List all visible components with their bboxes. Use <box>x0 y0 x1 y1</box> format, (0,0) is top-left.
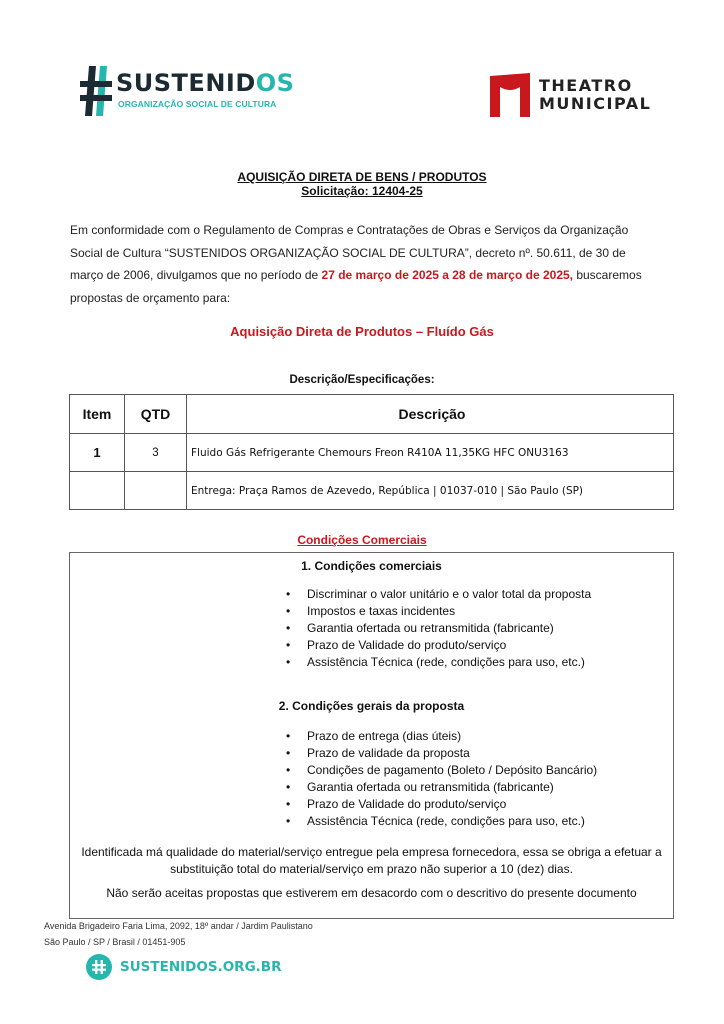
section1-title: 1. Condições comerciais <box>301 559 442 573</box>
cell-desc: Fluido Gás Refrigerante Chemours Freon R410A 11,35KG HFC ONU3163 <box>187 434 674 472</box>
theatro-line1: THEATRO <box>539 76 633 95</box>
table-row <box>70 472 674 510</box>
subject-heading: Aquisição Direta de Produtos – Fluído Gás <box>230 324 494 339</box>
website-url: SUSTENIDOS.ORG.BR <box>120 959 282 975</box>
list-item: • Discriminar o valor unitário e o valor total da proposta <box>282 586 591 603</box>
cell-desc: Entrega: Praça Ramos de Azevedo, República | 01037-010 | São Paulo (SP) <box>187 472 674 510</box>
address-line2: São Paulo / SP / Brasil / 01451-905 <box>44 936 186 947</box>
theatro-municipal-logo <box>490 73 660 119</box>
items-table <box>69 394 674 510</box>
quality-note: Identificada má qualidade do material/serviço entregue pela empresa fornecedora, essa se obriga a efetuar a substituição total do material/serviço em prazo não superior a 10 (dez) dias. <box>81 845 662 876</box>
spec-label: Descrição/Especificações: <box>289 374 435 386</box>
footer-address <box>44 919 313 950</box>
cell-qtd: 3 <box>125 434 187 472</box>
header-qtd: QTD <box>125 395 187 434</box>
section2-title: 2. Condições gerais da proposta <box>278 699 465 713</box>
list-item: • Prazo de Validade do produto/serviço <box>282 796 597 813</box>
sustenidos-tagline: ORGANIZAÇÃO SOCIAL DE CULTURA <box>118 99 277 109</box>
list-item: • Condições de pagamento (Boleto / Depósito Bancário) <box>282 762 597 779</box>
theatro-arch-icon <box>490 73 530 117</box>
table-row <box>70 434 674 472</box>
list-item: • Assistência Técnica (rede, condições para uso, etc.) <box>282 654 591 671</box>
hash-logo-icon <box>80 66 112 116</box>
list-item: • Prazo de Validade do produto/serviço <box>282 637 591 654</box>
cell-item: 1 <box>70 434 125 472</box>
list-item: • Garantia ofertada ou retransmitida (fabricante) <box>282 620 591 637</box>
hash-circle-icon <box>86 954 112 980</box>
conditions-box <box>69 552 674 919</box>
intro-paragraph: Em conformidade com o Regulamento de Compras e Contratações de Obras e Serviços da Organização Social de Cultura “SUSTENIDOS ORGANIZAÇÃO SOCIAL DE CULTURA”, decreto nº. 50.611, de 30 de março de 2006, divulgamos que no período de 27 de março de 2025 a 28 de março de 2025, buscaremos propostas de orçamento para: <box>70 223 642 305</box>
conditions-title: Condições Comerciais <box>297 533 427 547</box>
document-title: AQUISIÇÃO DIRETA DE BENS / PRODUTOS <box>237 170 487 184</box>
list-item: • Assistência Técnica (rede, condições para uso, etc.) <box>282 813 597 830</box>
section1-list <box>282 586 591 671</box>
list-item: • Prazo de validade da proposta <box>282 745 597 762</box>
intro-period: 27 de março de 2025 a 28 de março de 2025, <box>321 268 573 282</box>
cell-qtd <box>125 472 187 510</box>
sustenidos-logo <box>80 66 295 118</box>
rejection-note: Não serão aceitas propostas que estiverem em desacordo com o descritivo do presente documento <box>106 886 637 900</box>
address-line1: Avenida Brigadeiro Faria Lima, 2092, 18º andar / Jardim Paulistano <box>44 921 313 931</box>
table-header-row <box>70 395 674 434</box>
section2-list <box>282 728 597 830</box>
list-item: • Prazo de entrega (dias úteis) <box>282 728 597 745</box>
list-item: • Impostos e taxas incidentes <box>282 603 591 620</box>
sustenidos-name: SUSTENIDOS <box>116 69 295 97</box>
cell-item <box>70 472 125 510</box>
theatro-line2: MUNICIPAL <box>539 94 652 113</box>
request-number: Solicitação: 12404-25 <box>301 184 423 198</box>
list-item: • Garantia ofertada ou retransmitida (fabricante) <box>282 779 597 796</box>
header-item: Item <box>70 395 125 434</box>
header-desc: Descrição <box>187 395 674 434</box>
